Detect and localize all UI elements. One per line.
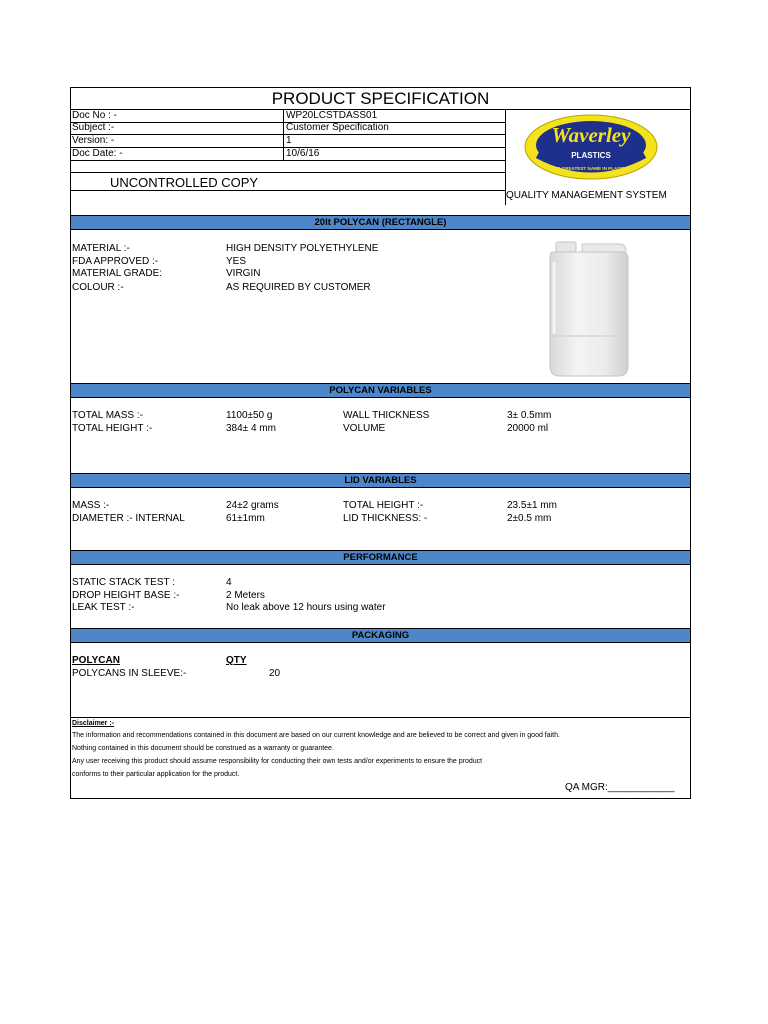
disclaimer-line: Nothing contained in this document should be construed as a warranty or guarantee.	[72, 745, 334, 752]
lid-mass-label: MASS :-	[72, 500, 110, 511]
wall-thickness-value: 3± 0.5mm	[507, 410, 552, 421]
polycan-illustration	[542, 238, 635, 380]
doc-date-value: 10/6/16	[286, 148, 320, 159]
drop-height-label: DROP HEIGHT BASE :-	[72, 590, 180, 601]
disclaimer-divider	[70, 717, 691, 718]
doc-date-label: Doc Date: -	[72, 148, 123, 159]
section-title-performance: PERFORMANCE	[343, 552, 418, 563]
doc-no-value: WP20LCSTDASS01	[286, 110, 378, 121]
lid-height-value: 23.5±1 mm	[507, 500, 557, 511]
frame-right	[690, 87, 691, 799]
header-col-divider	[283, 110, 284, 160]
lid-thickness-label: LID THICKNESS: -	[343, 513, 428, 524]
leak-test-label: LEAK TEST :-	[72, 602, 135, 613]
section-title-packaging: PACKAGING	[351, 630, 410, 641]
fda-label: FDA APPROVED :-	[72, 256, 159, 267]
section-title-lid: LID VARIABLES	[344, 475, 417, 486]
subject-label: Subject :-	[72, 122, 115, 133]
wall-thickness-label: WALL THICKNESS	[343, 410, 430, 421]
total-mass-value: 1100±50 g	[226, 410, 273, 421]
page-title: PRODUCT SPECIFICATION	[271, 89, 490, 108]
version-value: 1	[286, 135, 292, 146]
total-height-label: TOTAL HEIGHT :-	[72, 423, 153, 434]
diameter-label: DIAMETER :- INTERNAL	[72, 513, 185, 524]
section-title-product: 20lt POLYCAN (RECTANGLE)	[314, 217, 447, 228]
company-logo	[524, 114, 658, 180]
frame-bottom	[70, 798, 691, 799]
header-row-line	[70, 172, 506, 173]
material-value: HIGH DENSITY POLYETHYLENE	[226, 243, 379, 254]
header-row-line	[70, 190, 506, 191]
title-divider	[70, 109, 691, 110]
qms-label: QUALITY MANAGEMENT SYSTEM	[506, 190, 667, 201]
logo-graphic	[524, 114, 658, 180]
uncontrolled-copy: UNCONTROLLED COPY	[110, 175, 259, 190]
packaging-col-polycan: POLYCAN	[72, 655, 120, 666]
logo-brand-text: Waverley	[551, 123, 631, 147]
total-height-value: 384± 4 mm	[226, 423, 276, 434]
disclaimer-line: The information and recommendations contained in this document are based on our current knowledge and are believed to be correct and given in good faith.	[72, 732, 560, 739]
sleeve-label: POLYCANS IN SLEEVE:-	[72, 668, 187, 679]
colour-label: COLOUR :-	[72, 282, 124, 293]
lid-height-label: TOTAL HEIGHT :-	[343, 500, 424, 511]
lid-thickness-value: 2±0.5 mm	[507, 513, 552, 524]
fda-value: YES	[226, 256, 247, 267]
version-label: Version: -	[72, 135, 115, 146]
logo-sub-text: PLASTICS	[571, 151, 611, 160]
qa-manager-signature: QA MGR:____________	[565, 782, 675, 793]
disclaimer-line: Any user receiving this product should assume responsibility for conducting their own tests and/or experiments to ensure the product	[72, 758, 483, 765]
product-image	[542, 238, 635, 380]
drop-height-value: 2 Meters	[226, 590, 265, 601]
leak-test-value: No leak above 12 hours using water	[226, 602, 386, 613]
total-mass-label: TOTAL MASS :-	[72, 410, 143, 421]
grade-label: MATERIAL GRADE:	[72, 268, 163, 279]
diameter-value: 61±1mm	[226, 513, 265, 524]
stack-test-label: STATIC STACK TEST :	[72, 577, 175, 588]
logo-tagline-text: THE GREATEST NAME IN PLASTICS	[551, 166, 631, 171]
volume-label: VOLUME	[343, 423, 386, 434]
frame-left	[70, 87, 71, 799]
lid-mass-value: 24±2 grams	[226, 500, 279, 511]
volume-value: 20000 ml	[507, 423, 549, 434]
grade-value: VIRGIN	[226, 268, 261, 279]
material-label: MATERIAL :-	[72, 243, 130, 254]
stack-test-value: 4	[226, 577, 232, 588]
packaging-col-qty: QTY	[226, 655, 247, 666]
disclaimer-line: conforms to their particular application for the product.	[72, 771, 240, 778]
section-title-polycan: POLYCAN VARIABLES	[329, 385, 432, 396]
subject-value: Customer Specification	[286, 122, 389, 133]
doc-no-label: Doc No : -	[72, 110, 118, 121]
header-row-line	[70, 160, 506, 161]
colour-value: AS REQUIRED BY CUSTOMER	[226, 282, 371, 293]
sleeve-value: 20	[269, 668, 281, 679]
disclaimer-title: Disclaimer :-	[72, 720, 115, 727]
